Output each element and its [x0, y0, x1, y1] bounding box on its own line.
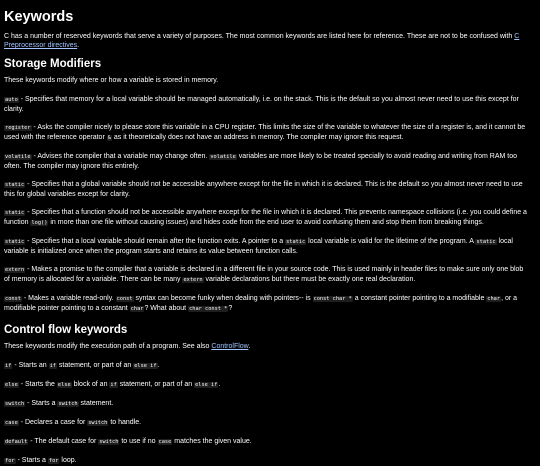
if-item: [4, 361, 528, 371]
item-text: ? What about: [144, 305, 189, 312]
type-code: char: [130, 306, 144, 312]
control-heading: Control flow keywords: [4, 324, 128, 336]
keyword-code: extern: [183, 277, 203, 283]
keyword-code: auto: [5, 97, 18, 103]
storage-lead: These keywords modify where or how a variable is stored in memory.: [4, 77, 219, 84]
item-text: - Advises the compiler that a variable may change often.: [31, 153, 210, 160]
item-text: ?: [228, 305, 233, 312]
keyword-code: switch: [5, 401, 25, 407]
keyword-code: default: [5, 439, 28, 445]
operator-code: &: [107, 135, 111, 141]
auto-item: [4, 95, 528, 114]
default-item: [4, 437, 528, 447]
item-text: statement, or part of an: [117, 381, 195, 388]
keyword-code: else: [5, 382, 18, 388]
function-code: log(): [31, 220, 48, 226]
item-text: - Specifies that a global variable should not be accessible anywhere except for the file in which it is declared. This is the default so you almost never need to use this for global variables except for clarity.: [4, 181, 523, 198]
keyword-code: switch: [88, 420, 108, 426]
item-text: block of an: [71, 381, 110, 388]
static-local-item: [4, 237, 528, 256]
item-text: - Specifies that a local variable should remain after the function exits. A pointer to a: [25, 238, 286, 245]
item-text: local variable is valid for the lifetime of the program. A: [306, 238, 476, 245]
intro-end: .: [77, 42, 80, 49]
item-text: loop.: [59, 457, 77, 464]
item-text: - The default case for: [28, 438, 99, 445]
keyword-code: else if: [195, 382, 218, 388]
item-text: - Asks the compiler nicely to please store this variable in a CPU register. This limits the size of the variable to whatever the size of a register is, and it cannot be used with the reference operator: [4, 124, 526, 141]
item-text: variable declarations but there must be exactly one real declaration.: [203, 276, 416, 283]
keyword-code: const: [116, 296, 133, 302]
lead-text: These keywords modify the execution path of a program. See also: [4, 343, 212, 350]
case-item: [4, 418, 528, 428]
keyword-code: if: [110, 382, 117, 388]
item-text: to use if no: [119, 438, 158, 445]
extern-item: [4, 265, 528, 285]
item-text: syntax can become funky when dealing with pointers-- is: [133, 295, 313, 302]
control-lead: [4, 342, 528, 351]
page-title: Keywords: [4, 9, 74, 25]
item-text: to handle.: [108, 419, 142, 426]
item-text: - Declares a case for: [18, 419, 88, 426]
intro-text: C has a number of reserved keywords that serve a variety of purposes. The most common keywords are listed here for reference. These are not to be confused with: [4, 33, 515, 40]
item-text: - Specifies that memory for a local variable should be managed automatically, i.e. on the stack. This is the default so you almost never need to use this except for clarity.: [4, 96, 519, 113]
item-text: local variable is initialized once when the program starts and retains its value between function calls.: [4, 238, 513, 255]
item-text: - Starts a: [15, 457, 48, 464]
item-text: a constant pointer pointing to a modifiable: [352, 295, 487, 302]
keyword-code: const: [5, 296, 21, 302]
keyword-code: volatile: [210, 154, 236, 160]
volatile-item: [4, 152, 528, 171]
item-text: - Makes a promise to the compiler that a variable is declared in a different file in your source code. This is used mainly in header files to make sure only one blob of memory is allocated for a variable. There can be many: [4, 266, 524, 283]
keyword-code: switch: [58, 401, 78, 407]
keyword-code: switch: [99, 439, 119, 445]
keyword-code: for: [48, 458, 59, 464]
preprocessor-link[interactable]: C Preprocessor directives: [4, 33, 520, 49]
controlflow-link[interactable]: ControlFlow: [211, 343, 249, 350]
item-text: - Starts an: [12, 362, 49, 369]
keyword-code: case: [5, 420, 18, 426]
item-text: as it theoretically does not have an address in memory. The compiler may ignore this request.: [111, 134, 404, 141]
keyword-code: for: [5, 458, 15, 464]
else-item: [4, 380, 528, 390]
keyword-code: else: [57, 382, 71, 388]
item-text: - Starts a: [25, 400, 58, 407]
keyword-code: extern: [5, 267, 25, 273]
const-item: [4, 294, 528, 314]
switch-item: [4, 399, 528, 409]
keyword-code: case: [158, 439, 172, 445]
item-text: .: [218, 381, 221, 388]
item-text: - Makes a variable read-only.: [21, 295, 116, 302]
item-text: - Starts the: [18, 381, 57, 388]
static-function-item: [4, 208, 528, 228]
item-text: variables are more likely to be treated specially to avoid reading and writing from RAM too often. The compiler may ignore this entirely.: [4, 153, 517, 170]
keyword-code: static: [286, 239, 306, 245]
keyword-code: register: [5, 125, 31, 131]
item-text: in more than one file without causing issues) and hides code from the end user to avoid confusing them and stop them from breaking things.: [48, 219, 484, 226]
intro-paragraph: [4, 32, 528, 50]
keyword-code: static: [476, 239, 496, 245]
register-item: [4, 123, 528, 143]
keyword-code: static: [5, 182, 25, 188]
keyword-code: volatile: [5, 154, 31, 160]
type-code: char: [487, 296, 501, 302]
storage-heading: Storage Modifiers: [4, 58, 102, 70]
for-item: [4, 456, 528, 466]
item-text: statement, or part of an: [56, 362, 134, 369]
type-code: char const *: [189, 306, 228, 312]
keyword-code: static: [5, 239, 25, 245]
item-text: , or a modifiable pointer pointing to a constant: [4, 295, 518, 312]
item-text: - Specifies that a function should not be accessible anywhere except for the file in which it is declared. This prevents namespace collisions (i.e. you could define a function: [4, 209, 527, 226]
type-code: const char *: [313, 296, 352, 302]
keyword-code: static: [5, 210, 25, 216]
item-text: statement.: [78, 400, 114, 407]
keyword-code: else if: [134, 363, 157, 369]
keyword-code: if: [5, 363, 12, 369]
item-text: matches the given value.: [172, 438, 252, 445]
keyword-code: if: [49, 363, 56, 369]
item-text: .: [157, 362, 160, 369]
lead-end: .: [248, 343, 251, 350]
static-global-item: [4, 180, 528, 199]
